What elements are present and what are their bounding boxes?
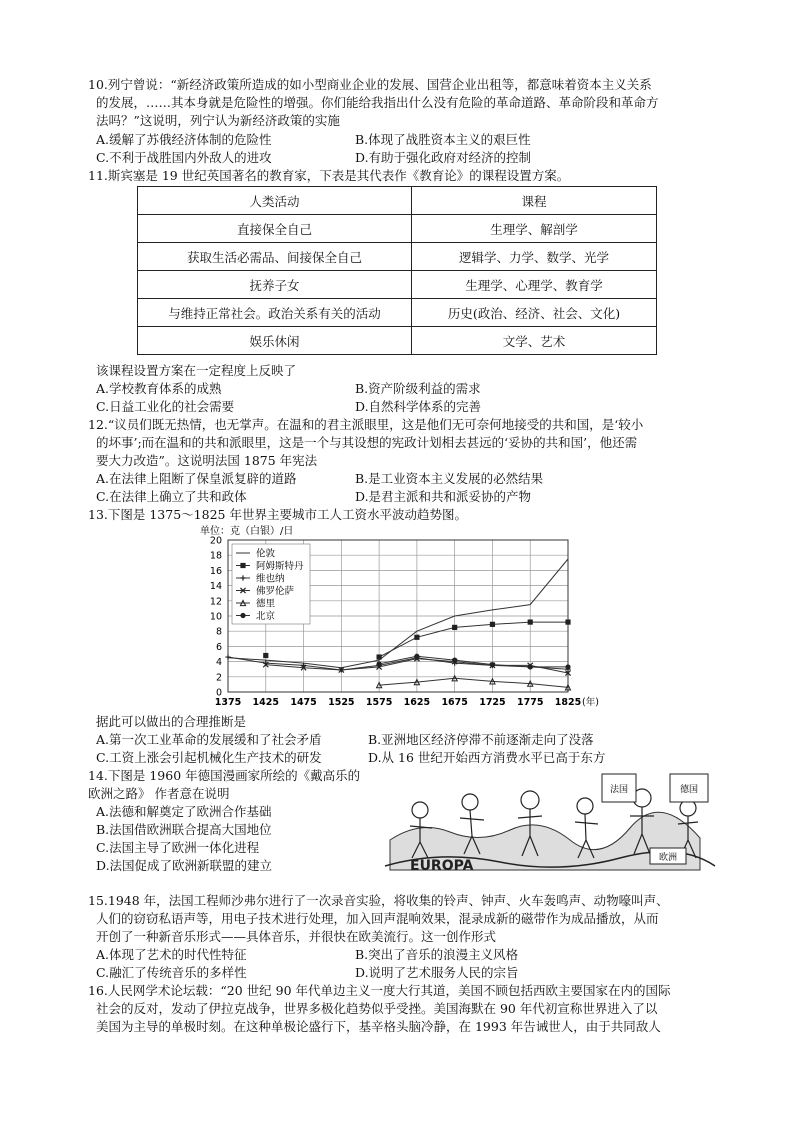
y-tick-label: 18 <box>209 550 222 562</box>
data-point <box>377 661 382 666</box>
x-tick-label: 1825 <box>554 697 582 708</box>
legend-label: 伦敦 <box>256 548 276 560</box>
sign-france-text: 法国 <box>609 785 629 795</box>
q14-option-b: B.法国借欧洲联合提高大国地位 <box>96 822 272 837</box>
q16-stem-line2: 社会的反对，发动了伊拉克战争，世界多极化趋势似乎受挫。美国海默在 90 年代初宣称世界进入了以 <box>96 1001 658 1016</box>
table-cell: 生理学、心理学、教育学 <box>412 271 657 299</box>
legend-label: 维也纳 <box>256 573 285 585</box>
sign-germany-text: 德国 <box>679 785 699 795</box>
q14-option-d: D.法国促成了欧洲新联盟的建立 <box>96 858 273 873</box>
x-tick-label: 1725 <box>479 697 506 708</box>
q10-stem-line1: 10.列宁曾说：“新经济政策所造成的如小型商业企业的发展、国营企业出租等，都意味着资本主义关系 <box>88 77 652 92</box>
q11-stem2: 该课程设置方案在一定程度上反映了 <box>96 363 297 378</box>
q14-option-a: A.法德和解奠定了欧洲合作基础 <box>96 804 272 819</box>
q10-stem-line3: 法吗？”这说明，列宁认为新经济政策的实施 <box>96 113 340 128</box>
series-line <box>379 678 568 687</box>
x-tick-label: 1375 <box>214 697 242 708</box>
legend-label: 德里 <box>256 598 276 610</box>
q14-stem-line1: 14.下图是 1960 年德国漫画家所绘的《戴高乐的 <box>88 768 361 783</box>
series-line <box>228 657 568 670</box>
x-tick-label: 1525 <box>328 697 355 708</box>
q13-option-b: B.亚洲地区经济停滞不前逐渐走向了没落 <box>368 732 594 747</box>
table-cell: 历史(政治、经济、社会、文化) <box>412 299 657 327</box>
q15-option-d: D.说明了艺术服务人民的宗旨 <box>355 965 519 980</box>
wage-trend-chart <box>198 522 599 714</box>
table-cell: 娱乐休闲 <box>138 327 412 355</box>
q13-option-d: D.从 16 世纪开始西方消费水平已高于东方 <box>368 750 606 765</box>
q12-stem-line1: 12.“议员们既无热情，也无掌声。在温和的君主派眼里，这是他们无可奈何地接受的共和国，是‘较小 <box>88 417 644 432</box>
table-row <box>138 299 657 327</box>
q10-option-c: C.不利于战胜国内外敌人的进攻 <box>96 150 272 165</box>
y-tick-label: 6 <box>215 641 222 653</box>
legend-marker <box>240 613 245 618</box>
data-point <box>565 619 570 624</box>
legend-label: 佛罗伦萨 <box>256 586 295 597</box>
q11-option-c: C.日益工业化的社会需要 <box>96 399 235 414</box>
data-point <box>414 635 419 640</box>
data-point <box>452 657 457 662</box>
table-row <box>138 327 657 355</box>
q14-option-c: C.法国主导了欧洲一体化进程 <box>96 840 260 855</box>
legend-marker <box>240 563 245 568</box>
y-tick-label: 2 <box>215 672 222 684</box>
data-point <box>565 664 570 669</box>
series-line <box>379 622 568 657</box>
legend-label: 北京 <box>256 611 276 622</box>
curriculum-table <box>137 186 657 355</box>
data-point <box>377 654 382 659</box>
legend-label: 阿姆斯特丹 <box>256 561 304 572</box>
y-tick-label: 14 <box>209 581 222 593</box>
q15-option-c: C.融汇了传统音乐的多样性 <box>96 965 247 980</box>
y-tick-label: 0 <box>215 687 222 699</box>
data-point <box>528 619 533 624</box>
table-cell: 与维持正常社会。政治关系有关的活动 <box>138 299 412 327</box>
sign-europe-text: 欧洲 <box>658 853 678 863</box>
table-cell: 直接保全自己 <box>138 215 412 243</box>
q13-option-c: C.工资上涨会引起机械化生产技术的研发 <box>96 750 322 765</box>
data-point <box>490 662 495 667</box>
x-tick-label: 1675 <box>441 697 468 708</box>
q10-stem-line2: 的发展，……其本身就是危险性的增强。你们能给我指出什么没有危险的革命道路、革命阶段和革命方 <box>96 95 659 110</box>
table-cell: 获取生活必需品、间接保全自己 <box>138 243 412 271</box>
y-tick-label: 8 <box>215 626 222 638</box>
table-header-cell: 人类活动 <box>138 187 412 215</box>
data-point <box>263 653 268 658</box>
y-tick-label: 20 <box>209 535 222 547</box>
y-tick-label: 10 <box>209 611 222 623</box>
table-row <box>138 271 657 299</box>
data-point <box>225 654 230 659</box>
q15-stem-line3: 开创了一种新音乐形式——具体音乐，并很快在欧美流行。这一创作形式 <box>96 929 497 944</box>
data-point <box>490 622 495 627</box>
q15-stem-line1: 15.1948 年，法国工程师沙弗尔进行了一次录音实验，将收集的铃声、钟声、火车轰鸣声、动物嚎叫声、 <box>88 893 669 908</box>
table-row <box>138 215 657 243</box>
y-axis-unit-label: 单位：克（白银）/日 <box>200 526 294 537</box>
table-header-cell: 课程 <box>412 187 657 215</box>
q12-option-c: C.在法律上确立了共和政体 <box>96 489 247 504</box>
q12-option-a: A.在法律上阻断了保皇派复辟的道路 <box>96 471 297 486</box>
q12-option-d: D.是君主派和共和派妥协的产物 <box>355 489 532 504</box>
de-gaulle-cartoon <box>380 770 720 878</box>
q11-option-d: D.自然科学体系的完善 <box>355 399 482 414</box>
table-cell: 逻辑学、力学、数学、光学 <box>412 243 657 271</box>
table-cell: 文学、艺术 <box>412 327 657 355</box>
data-point <box>414 654 419 659</box>
q10-option-b: B.体现了战胜资本主义的艰巨性 <box>355 132 531 147</box>
q13-stem: 13.下图是 1375～1825 年世界主要城市工人工资水平波动趋势图。 <box>88 507 467 522</box>
data-point <box>452 625 457 630</box>
q15-option-b: B.突出了音乐的浪漫主义风格 <box>355 947 519 962</box>
table-header-row <box>138 187 657 215</box>
q14-stem-line2: 欧洲之路》 作者意在说明 <box>88 786 230 801</box>
q16-stem-line1: 16.人民网学术论坛载：“20 世纪 90 年代单边主义一度大行其道，美国不顾包括西欧主要国家在内的国际 <box>88 983 671 998</box>
y-tick-label: 12 <box>209 596 222 608</box>
x-tick-label: 1475 <box>290 697 317 708</box>
y-tick-label: 16 <box>209 565 222 577</box>
q11-option-a: A.学校教育体系的成熟 <box>96 381 222 396</box>
x-tick-label: 1625 <box>403 697 431 708</box>
q10-option-d: D.有助于强化政府对经济的控制 <box>355 150 532 165</box>
q11-option-b: B.资产阶级利益的需求 <box>355 381 481 396</box>
q13-stem2: 据此可以做出的合理推断是 <box>96 714 247 729</box>
x-tick-label: 1575 <box>365 697 393 708</box>
q15-stem-line2: 人们的窃窃私语声等，用电子技术进行处理，加入回声混响效果，混录成新的磁带作为成品播放，从而 <box>96 911 659 926</box>
x-tick-label: 1775 <box>516 697 544 708</box>
q10-option-a: A.缓解了苏俄经济体制的危险性 <box>96 132 272 147</box>
q12-option-b: B.是工业资本主义发展的必然结果 <box>355 471 544 486</box>
q12-stem-line3: 要大力改造”。这说明法国 1875 年宪法 <box>96 453 318 468</box>
x-axis-label: (年) <box>582 697 599 708</box>
europa-label: EUROPA <box>410 858 474 874</box>
q16-stem-line3: 美国为主导的单极时刻。在这种单极论盛行下，基辛格头脑冷静，在 1993 年告诫世人，由于共同敌人 <box>96 1019 661 1034</box>
data-point <box>528 664 533 669</box>
q11-stem: 11.斯宾塞是 19 世纪英国著名的教育家，下表是其代表作《教育论》的课程设置方案。 <box>88 168 570 183</box>
table-row <box>138 243 657 271</box>
q15-option-a: A.体现了艺术的时代性特征 <box>96 947 247 962</box>
y-tick-label: 4 <box>215 657 222 669</box>
q13-option-a: A.第一次工业革命的发展缓和了社会矛盾 <box>96 732 322 747</box>
table-cell: 生理学、解剖学 <box>412 215 657 243</box>
q12-stem-line2: 的坏事’;而在温和的共和派眼里，这是一个与其设想的宪政计划相去甚远的‘妥协的共和国’，他还需 <box>96 435 638 450</box>
x-tick-label: 1425 <box>252 697 280 708</box>
table-cell: 抚养子女 <box>138 271 412 299</box>
